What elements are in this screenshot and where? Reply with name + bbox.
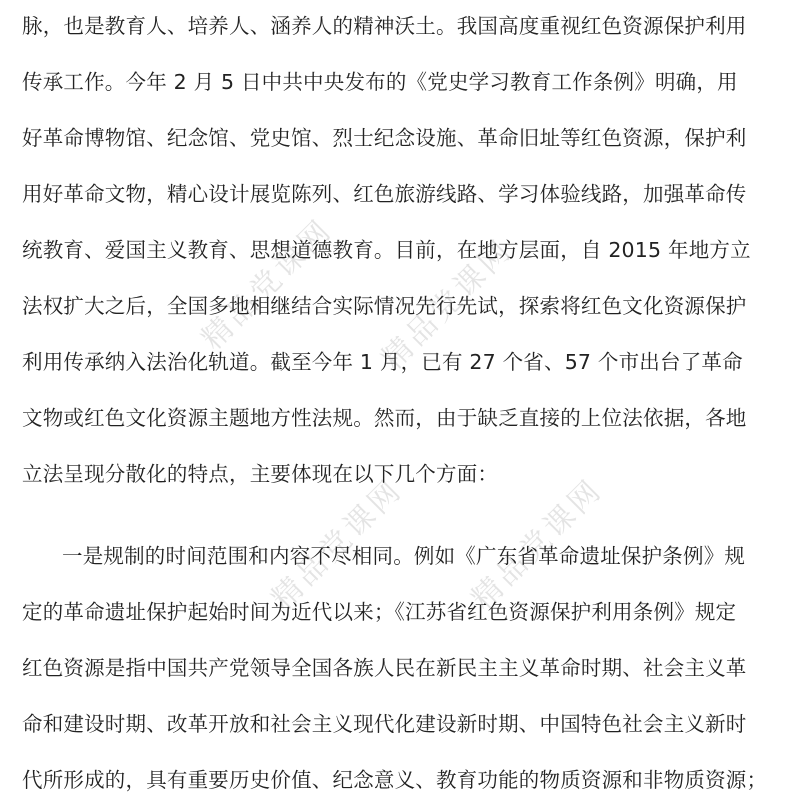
watermark: 精品党课网	[374, 231, 520, 377]
paragraph-first-line: 一是规制的时间范围和内容不尽相同。例如《广东省革命遗址保护条例》规	[62, 544, 746, 568]
text-line: 文物或红色文化资源主题地方性法规。然而，由于缺乏直接的上位法依据，各地	[22, 406, 747, 430]
text-line: 传承工作。今年 2 月 5 日中共中央发布的《党史学习教育工作条例》明确，用	[22, 70, 738, 94]
text-line: 立法呈现分散化的特点，主要体现在以下几个方面：	[22, 462, 499, 486]
text-line: 利用传承纳入法治化轨道。截至今年 1 月，已有 27 个省、57 个市出台了革命	[22, 350, 743, 374]
text-line: 统教育、爱国主义教育、思想道德教育。目前，在地方层面，自 2015 年地方立	[22, 238, 751, 262]
text-line: 用好革命文物，精心设计展览陈列、红色旅游线路、学习体验线路，加强革命传	[22, 182, 747, 206]
text-line: 脉，也是教育人、培养人、涵养人的精神沃土。我国高度重视红色资源保护利用	[22, 14, 747, 38]
text-line: 好革命博物馆、纪念馆、党史馆、烈士纪念设施、革命旧址等红色资源，保护利	[22, 126, 747, 150]
text-line: 定的革命遗址保护起始时间为近代以来；《江苏省红色资源保护利用条例》规定	[22, 600, 737, 624]
text-line: 红色资源是指中国共产党领导全国各族人民在新民主主义革命时期、社会主义革	[22, 656, 747, 680]
watermark: 精品党课网	[264, 471, 410, 617]
watermark: 精品党课网	[464, 471, 610, 617]
text-line: 代所形成的，具有重要历史价值、纪念意义、教育功能的物质资源和非物质资源；	[22, 768, 768, 792]
text-line: 命和建设时期、改革开放和社会主义现代化建设新时期、中国特色社会主义新时	[22, 712, 747, 736]
text-line: 法权扩大之后，全国多地相继结合实际情况先行先试，探索将红色文化资源保护	[22, 294, 747, 318]
watermark: 精品党课网	[194, 211, 340, 357]
